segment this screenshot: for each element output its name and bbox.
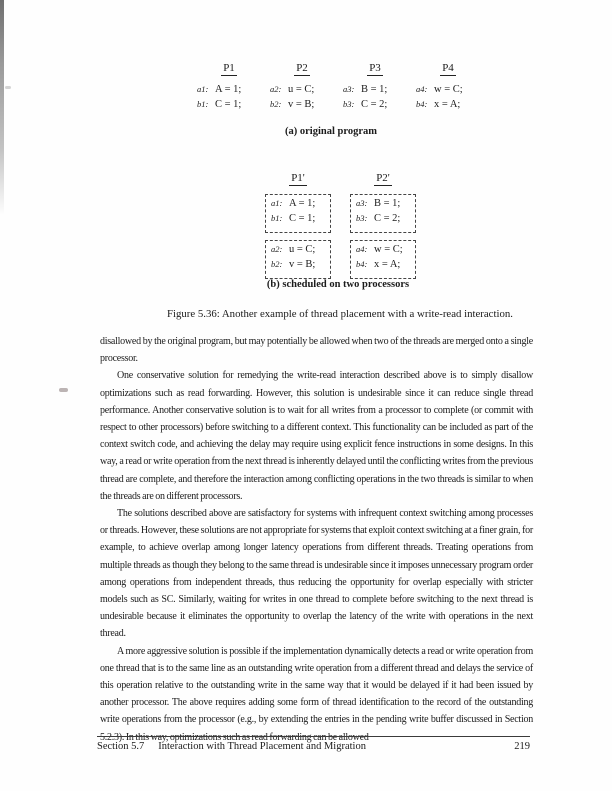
processor-header bbox=[350, 172, 416, 184]
processor-label: P2 bbox=[296, 62, 308, 74]
processor-column-p2 bbox=[270, 62, 334, 114]
processor-label: P1' bbox=[291, 172, 305, 184]
body-text bbox=[100, 333, 533, 746]
code-line bbox=[197, 99, 261, 114]
statement-label: b1: bbox=[271, 213, 283, 223]
scan-edge-shadow bbox=[0, 0, 4, 215]
statement-label: b4: bbox=[416, 99, 428, 109]
code-line bbox=[356, 259, 410, 274]
code-line bbox=[356, 198, 410, 213]
statement-code: w = C; bbox=[434, 84, 463, 95]
statement-code: A = 1; bbox=[289, 198, 316, 209]
paragraph: A more aggressive solution is possible if the implementation dynamically detects a read or write operation from one thread that is to the same line as an outstanding write operation from a different thread and delays the service of this operation relative to the outstanding write in the same way that it would be delayed if it had been issued by another processor. The above requires adding some form of thread identification to the record of the outstanding write operations from the processor (e.g., by extending the entries in the pending write buffer discussed in Section 5.2.3). In this way, optimizations such as read forwarding can be allowed bbox=[100, 645, 533, 743]
statement-label: b2: bbox=[271, 259, 283, 269]
processor-header bbox=[343, 62, 407, 74]
code-line bbox=[271, 259, 325, 274]
code-line bbox=[197, 84, 261, 99]
thread-box bbox=[350, 194, 416, 233]
footer-rule bbox=[97, 736, 530, 737]
code-line bbox=[271, 213, 325, 228]
processor-header bbox=[265, 172, 331, 184]
footer-section-label: Section 5.7 bbox=[97, 741, 145, 752]
paragraph: The solutions described above are satisfactory for systems with infrequent context switching among processes or threads. However, these solutions are not appropriate for systems that exploit context switching at a finer grain, for example, to achieve overlap among longer latency operations from different threads. Treating operations from multiple threads as though they belong to the same thread is undesirable since it imposes unnecessary program order among operations from independent threads, thus reducing the opportunity for overlap especially with stricter models such as SC. Similarly, waiting for writes in one thread to complete before switching to the next thread is undesirable because it eliminates the opportunity to overlap the latency of the write with operations in the next thread. bbox=[100, 508, 533, 640]
processor-label: P3 bbox=[369, 62, 381, 74]
statement-code: u = C; bbox=[289, 244, 316, 255]
figure-a-original-program bbox=[197, 62, 480, 114]
thread-box bbox=[265, 240, 331, 279]
statement-code: w = C; bbox=[374, 244, 403, 255]
processor-header bbox=[416, 62, 480, 74]
figure-caption: Figure 5.36: Another example of thread placement with a write-read interaction. bbox=[167, 308, 513, 320]
footer-section-title: Interaction with Thread Placement and Migration bbox=[158, 741, 366, 752]
statement-code: x = A; bbox=[374, 259, 401, 270]
figure-a-caption: (a) original program bbox=[285, 126, 377, 137]
thread-box bbox=[265, 194, 331, 233]
paragraph: disallowed by the original program, but may potentially be allowed when two of the threads are merged onto a single processor. bbox=[100, 336, 533, 365]
footer bbox=[97, 741, 530, 752]
processor-label: P4 bbox=[442, 62, 454, 74]
page-number: 219 bbox=[514, 741, 530, 752]
statement-code: v = B; bbox=[289, 259, 316, 270]
statement-label: b3: bbox=[343, 99, 355, 109]
thread-box bbox=[350, 240, 416, 279]
scan-smudge bbox=[59, 388, 68, 392]
statement-label: a1: bbox=[271, 198, 283, 208]
statement-label: a3: bbox=[356, 198, 368, 208]
code-line bbox=[416, 84, 480, 99]
statement-code: B = 1; bbox=[361, 84, 388, 95]
statement-label: b1: bbox=[197, 99, 209, 109]
processor-label: P2' bbox=[376, 172, 390, 184]
statement-code: C = 1; bbox=[289, 213, 316, 224]
statement-label: a4: bbox=[356, 244, 368, 254]
code-line bbox=[270, 99, 334, 114]
processor-label: P1 bbox=[223, 62, 235, 74]
statement-label: a2: bbox=[271, 244, 283, 254]
figure-b-scheduled bbox=[265, 172, 416, 286]
statement-label: b4: bbox=[356, 259, 368, 269]
processor-column-p1-prime bbox=[265, 172, 331, 286]
code-line bbox=[416, 99, 480, 114]
processor-column-p2-prime bbox=[350, 172, 416, 286]
statement-label: a1: bbox=[197, 84, 209, 94]
code-line bbox=[356, 244, 410, 259]
processor-column-p4 bbox=[416, 62, 480, 114]
scan-smudge bbox=[5, 86, 11, 89]
code-line bbox=[271, 198, 325, 213]
processor-header bbox=[197, 62, 261, 74]
statement-label: b3: bbox=[356, 213, 368, 223]
statement-code: B = 1; bbox=[374, 198, 401, 209]
code-line bbox=[343, 99, 407, 114]
code-line bbox=[271, 244, 325, 259]
processor-header bbox=[270, 62, 334, 74]
code-line bbox=[356, 213, 410, 228]
statement-label: a2: bbox=[270, 84, 282, 94]
code-line bbox=[270, 84, 334, 99]
statement-label: b2: bbox=[270, 99, 282, 109]
statement-code: x = A; bbox=[434, 99, 461, 110]
statement-code: A = 1; bbox=[215, 84, 242, 95]
paragraph: One conservative solution for remedying the write-read interaction described above is to simply disallow optimizations such as read forwarding. However, this solution is undesirable since it can reduce single thread performance. Another conservative solution is to wait for all writes from a processor to complete (or commit with respect to other processors) before switching to a different context. This functionality can be included as part of the context switch code, and achieving the delay may require using explicit fence instructions in some designs. In this way, a read or write operation from the next thread is inherently delayed until the conflicting writes from the previous thread are complete, and therefore the interaction among conflicting operations in the two threads is similar to when the threads are on different processors. bbox=[100, 370, 533, 502]
figure-b-caption: (b) scheduled on two processors bbox=[266, 279, 410, 290]
statement-code: C = 2; bbox=[374, 213, 401, 224]
statement-label: a3: bbox=[343, 84, 355, 94]
processor-column-p1 bbox=[197, 62, 261, 114]
statement-code: v = B; bbox=[288, 99, 315, 110]
statement-code: u = C; bbox=[288, 84, 315, 95]
code-line bbox=[343, 84, 407, 99]
statement-code: C = 1; bbox=[215, 99, 242, 110]
processor-column-p3 bbox=[343, 62, 407, 114]
statement-code: C = 2; bbox=[361, 99, 388, 110]
statement-label: a4: bbox=[416, 84, 428, 94]
